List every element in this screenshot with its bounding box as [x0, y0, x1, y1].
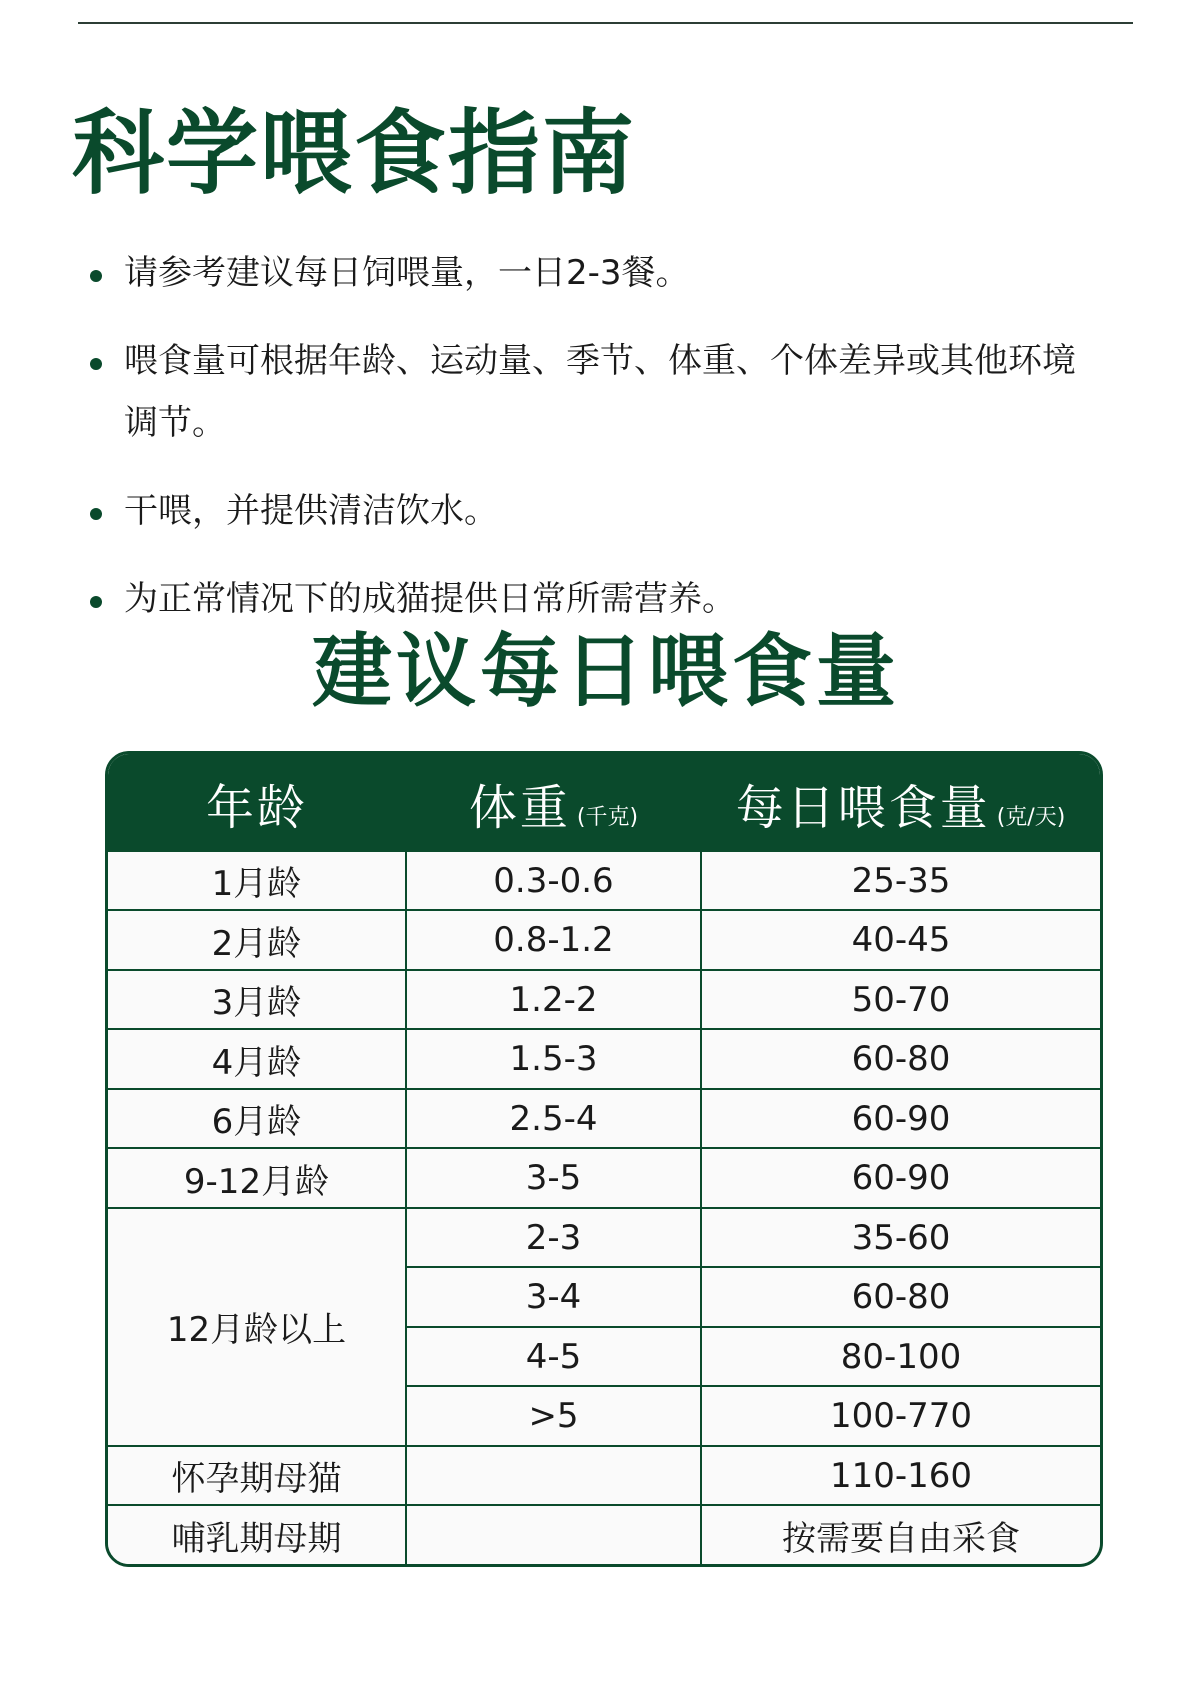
list-item-text: 请参考建议每日饲喂量，一日2-3餐。 — [124, 253, 690, 293]
cell-amount: 25-35 — [701, 852, 1100, 910]
table-header-row — [108, 754, 1100, 852]
cell-weight — [406, 1446, 701, 1506]
cell-age: 2月龄 — [108, 910, 406, 970]
cell-age: 4月龄 — [108, 1029, 406, 1089]
cell-amount: 35-60 — [701, 1208, 1100, 1268]
header-weight-unit: (千克) — [576, 804, 639, 830]
feeding-notes-list — [80, 242, 1090, 656]
cell-amount: 60-90 — [701, 1089, 1100, 1149]
cell-age: 3月龄 — [108, 970, 406, 1030]
cell-weight: 4-5 — [406, 1327, 701, 1387]
table-title: 建议每日喂食量 — [312, 625, 900, 718]
cell-weight: 2.5-4 — [406, 1089, 701, 1149]
cell-weight: 1.2-2 — [406, 970, 701, 1030]
cell-amount: 50-70 — [701, 970, 1100, 1030]
cell-weight: >5 — [406, 1386, 701, 1446]
cell-age: 6月龄 — [108, 1089, 406, 1149]
table-row — [108, 1446, 1100, 1506]
table-row — [108, 1505, 1100, 1564]
header-age-label: 年龄 — [205, 779, 308, 836]
table-row — [108, 910, 1100, 970]
table-row — [108, 852, 1100, 910]
table-row — [108, 970, 1100, 1030]
cell-weight — [406, 1505, 701, 1564]
list-item-text: 为正常情况下的成猫提供日常所需营养。 — [124, 579, 736, 619]
cell-weight: 3-4 — [406, 1267, 701, 1327]
top-divider — [78, 22, 1133, 24]
list-item-text: 干喂，并提供清洁饮水。 — [124, 491, 498, 531]
table-row — [108, 1029, 1100, 1089]
table-row — [108, 1089, 1100, 1149]
cell-amount: 100-770 — [701, 1386, 1100, 1446]
cell-amount: 按需要自由采食 — [701, 1505, 1100, 1564]
list-item — [80, 568, 1090, 630]
cell-weight: 1.5-3 — [406, 1029, 701, 1089]
cell-age: 1月龄 — [108, 852, 406, 910]
cell-amount: 110-160 — [701, 1446, 1100, 1506]
cell-weight: 2-3 — [406, 1208, 701, 1268]
cell-weight: 0.8-1.2 — [406, 910, 701, 970]
table-row — [108, 1148, 1100, 1208]
list-item — [80, 330, 1090, 454]
cell-amount: 60-80 — [701, 1267, 1100, 1327]
cell-age: 12月龄以上 — [108, 1208, 406, 1446]
header-weight — [406, 754, 701, 852]
list-item-text: 喂食量可根据年龄、运动量、季节、体重、个体差异或其他环境调节。 — [124, 341, 1076, 443]
feeding-table — [105, 751, 1103, 1567]
header-weight-label: 体重 — [468, 779, 571, 836]
cell-amount: 80-100 — [701, 1327, 1100, 1387]
list-item — [80, 242, 1090, 304]
cell-age: 9-12月龄 — [108, 1148, 406, 1208]
cell-weight: 0.3-0.6 — [406, 852, 701, 910]
header-amount — [701, 754, 1100, 852]
list-item — [80, 480, 1090, 542]
cell-amount: 60-80 — [701, 1029, 1100, 1089]
cell-amount: 60-90 — [701, 1148, 1100, 1208]
header-amount-unit: (克/天) — [996, 804, 1066, 830]
cell-age: 怀孕期母猫 — [108, 1446, 406, 1506]
header-age — [108, 754, 406, 852]
cell-weight: 3-5 — [406, 1148, 701, 1208]
cell-age: 哺乳期母期 — [108, 1505, 406, 1564]
page-title: 科学喂食指南 — [72, 100, 637, 207]
table-row — [108, 1208, 1100, 1268]
cell-amount: 40-45 — [701, 910, 1100, 970]
header-amount-label: 每日喂食量 — [735, 779, 991, 836]
